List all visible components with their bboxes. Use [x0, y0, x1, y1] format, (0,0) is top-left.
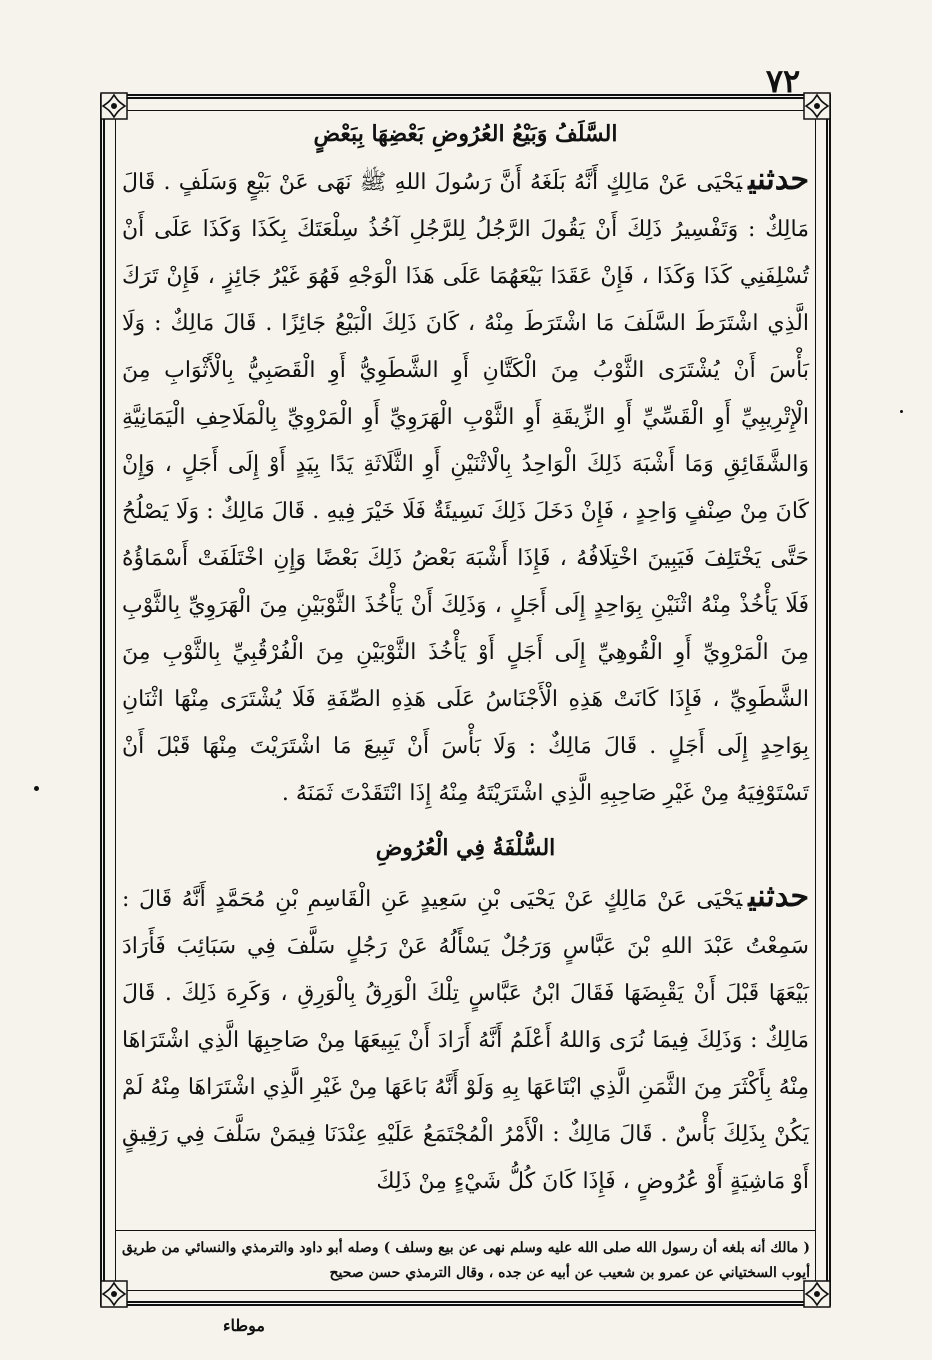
paragraph-text: يَحْيَى عَنْ مَالِكٍ أَنَّهُ بَلَغَهُ أَنَّ رَسُولَ اللهِ ﷺ نَهَى عَنْ بَيْعٍ وَسَلَفٍ . قَالَ مَالِكٌ : وَتَفْسِيرُ ذَلِكَ أَنْ يَقُولَ الرَّجُلُ لِلرَّجُلِ آخُذُ سِلْعَتَكَ بِكَذَا وَكَذَا عَلَى أَنْ تُسْلِفَنِي كَذَا وَكَذَا ، فَإِنْ عَقَدَا بَيْعَهُمَا عَلَى هَذَا الْوَجْهِ فَهُوَ غَيْرُ جَائِزٍ ، فَإِنْ تَرَكَ الَّذِي اشْتَرَطَ السَّلَفَ مَا اشْتَرَطَ مِنْهُ ، كَانَ ذَلِكَ الْبَيْعُ جَائِزًا . قَالَ مَالِكٌ : وَلَا بَأْسَ أَنْ يُشْتَرَى الثَّوْبُ مِنَ الْكَتَّانِ أَوِ الشَّطَوِيُّ أَوِ الْقَصَبِيُّ بِالْأَثْوَابِ مِنَ الْإِتْرِيبِيِّ أَوِ الْقَسِّيِّ أَوِ الزِّيقَةِ أَوِ الثَّوْبِ الْهَرَوِيِّ أَوِ الْمَرْوِيِّ بِالْمَلَاحِفِ الْيَمَانِيَّةِ وَالشَّقَائِقِ وَمَا أَشْبَهَ ذَلِكَ الْوَاحِدُ بِالْاثْنَيْنِ أَوِ الثَّلَاثَةِ يَدًا بِيَدٍ أَوْ إِلَى أَجَلٍ ، وَإِنْ كَانَ مِنْ صِنْفٍ وَاحِدٍ ، فَإِنْ دَخَلَ ذَلِكَ نَسِيئَةٌ فَلَا خَيْرَ فِيهِ . قَالَ مَالِكٌ : وَلَا يَصْلُحُ حَتَّى يَخْتَلِفَ فَيَبِينَ اخْتِلَافُهُ ، فَإِذَا أَشْبَهَ بَعْضُ ذَلِكَ بَعْضًا وَإِنِ اخْتَلَفَتْ أَسْمَاؤُهُ فَلَا يَأْخُذْ مِنْهُ اثْنَيْنِ بِوَاحِدٍ إِلَى أَجَلٍ ، وَذَلِكَ أَنْ يَأْخُذَ الثَّوْبَيْنِ مِنَ الْهَرَوِيِّ بِالثَّوْبِ مِنَ الْمَرْوِيِّ أَوِ الْقُوهِيِّ إِلَى أَجَلٍ أَوْ يَأْخُذَ الثَّوْبَيْنِ مِنَ الْفُرْقُبِيِّ بِالثَّوْبِ مِنَ الشَّطَوِيِّ ، فَإِذَا كَانَتْ هَذِهِ الْأَجْنَاسُ عَلَى هَذِهِ الصِّفَةِ فَلَا يُشْتَرَى مِنْهَا اثْنَانِ بِوَاحِدٍ إِلَى أَجَلٍ . قَالَ مَالِكٌ : وَلَا بَأْسَ أَنْ تَبِيعَ مَا اشْتَرَيْتَ مِنْهَا قَبْلَ أَنْ تَسْتَوْفِيَهُ مِنْ غَيْرِ صَاحِبِهِ الَّذِي اشْتَرَيْتَهُ مِنْهُ إِذَا انْتَقَدْتَ ثَمَنَهُ . — [122, 170, 809, 806]
section-heading: السُّلْفَةُ فِي الْعُرُوضِ — [375, 835, 556, 861]
paragraph-text: يَحْيَى عَنْ مَالِكٍ عَنْ يَحْيَى بْنِ سَعِيدٍ عَنِ الْقَاسِمِ بْنِ مُحَمَّدٍ أَنَّهُ قَالَ : سَمِعْتُ عَبْدَ اللهِ بْنَ عَبَّاسٍ وَرَجُلٌ يَسْأَلُهُ عَنْ رَجُلٍ سَلَّفَ فِي سَبَائِبَ فَأَرَادَ بَيْعَهَا قَبْلَ أَنْ يَقْبِضَهَا فَقَالَ ابْنُ عَبَّاسٍ تِلْكَ الْوَرِقُ بِالْوَرِقِ ، وَكَرِهَ ذَلِكَ . قَالَ مَالِكٌ : وَذَلِكَ فِيمَا نُرَى وَاللهُ أَعْلَمُ أَنَّهُ أَرَادَ أَنْ يَبِيعَهَا مِنْ صَاحِبِهَا الَّذِي اشْتَرَاهَا مِنْهُ بِأَكْثَرَ مِنَ الثَّمَنِ الَّذِي ابْتَاعَهَا بِهِ وَلَوْ أَنَّهُ بَاعَهَا مِنْ غَيْرِ الَّذِي اشْتَرَاهَا مِنْهُ لَمْ يَكُنْ بِذَلِكَ بَأْسٌ . قَالَ مَالِكٌ : الْأَمْرُ الْمُجْتَمَعُ عَلَيْهِ عِنْدَنَا فِيمَنْ سَلَّفَ فِي رَقِيقٍ أَوْ مَاشِيَةٍ أَوْ عُرُوضٍ ، فَإِذَا كَانَ كُلُّ شَيْءٍ مِنْ ذَلِكَ — [122, 887, 809, 1194]
page-number: ٧٢ — [765, 62, 801, 100]
section-paragraph — [122, 156, 809, 817]
page-signature: موطاء — [223, 1316, 265, 1335]
hadith-lead-word: حدثني — [748, 162, 809, 197]
section-paragraph — [122, 873, 809, 1205]
scan-speck — [900, 410, 903, 413]
footnote: ( مالك أنه بلغه أن رسول الله صلى الله عليه وسلم نهى عن بيع وسلف ) وصله أبو داود والترمذي والنسائي من طريق أيوب السختياني عن عمرو بن شعيب عن أبيه عن جده ، وقال الترمذي حسن صحيح — [122, 1240, 810, 1281]
scan-speck — [34, 786, 39, 791]
section-heading: السَّلَفُ وَبَيْعُ العُرُوضِ بَعْضِهَا بِبَعْضٍ — [313, 121, 618, 147]
hadith-lead-word: حدثني — [748, 879, 809, 914]
page-body — [116, 112, 815, 1230]
footnote-divider — [116, 1230, 815, 1231]
